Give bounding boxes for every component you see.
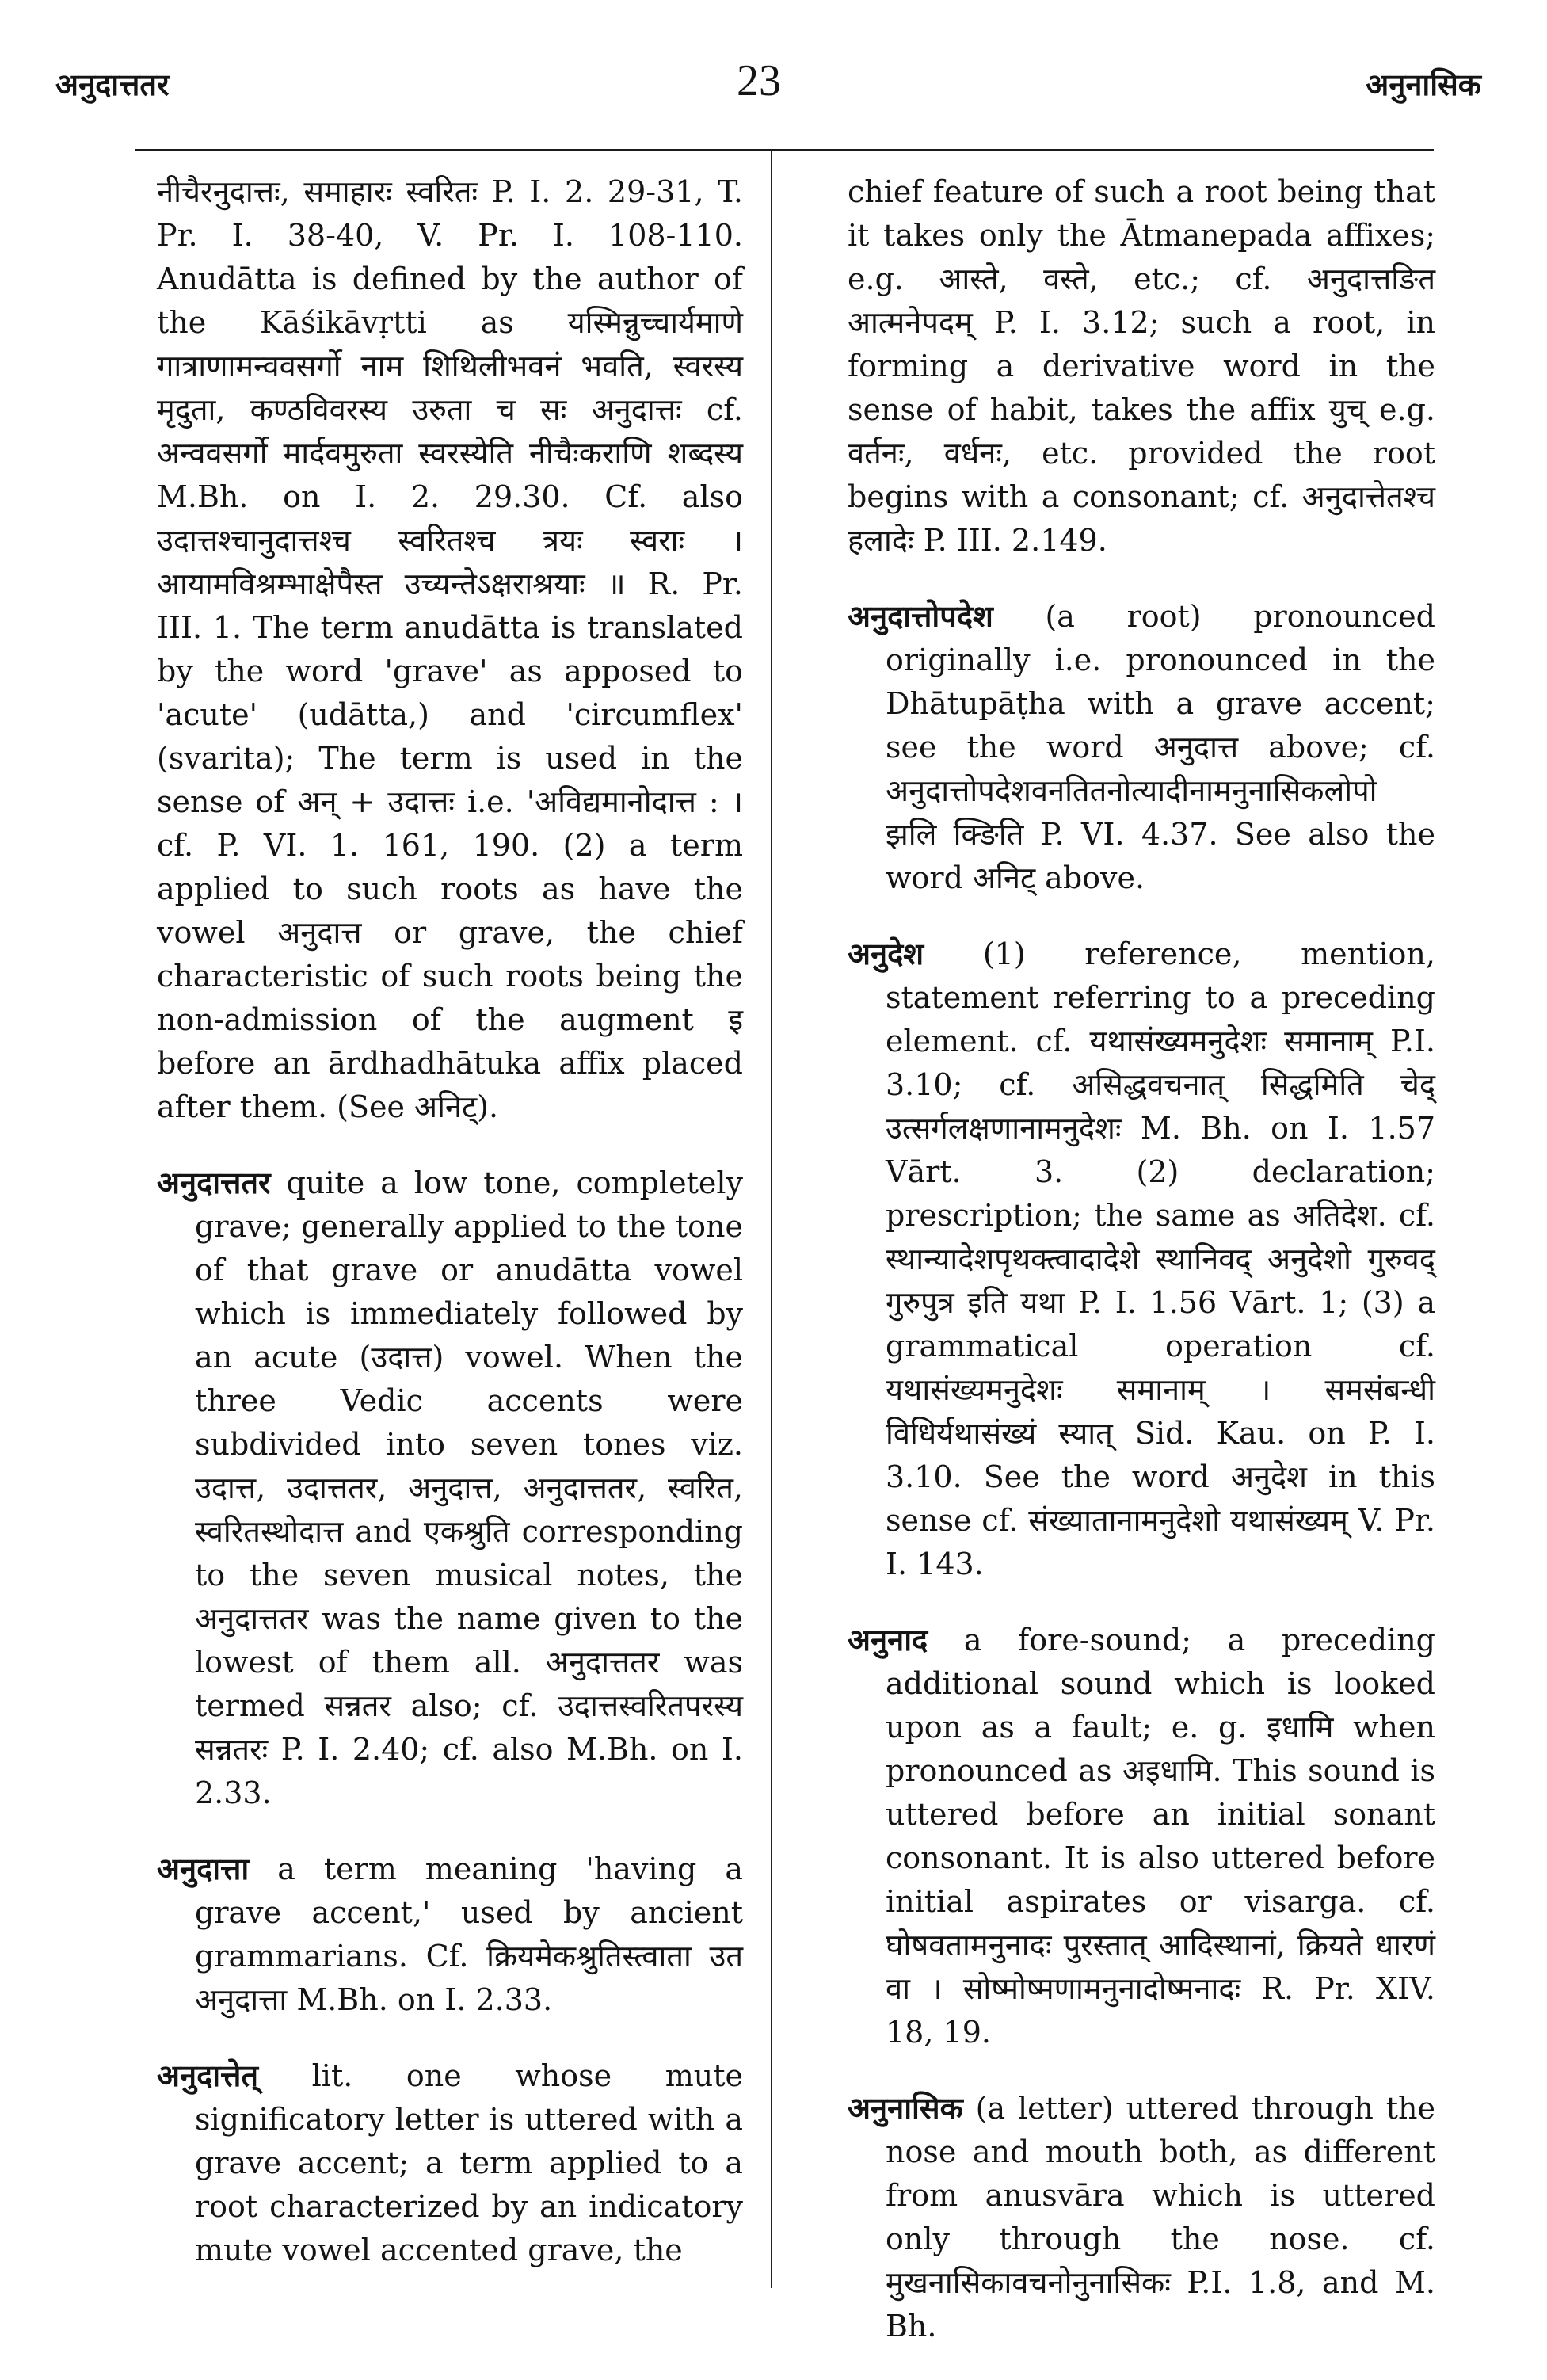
header-rule (135, 149, 1434, 151)
entry-headword: अनुदात्ततर (157, 1165, 271, 1200)
entry-text: (1) reference, mention, statement referring to a preceding element. cf. यथासंख्यमनुदेशः समानाम् P.I. 3.10; cf. असिद्धवचनात् सिद्धमिति चेद् उत्सर्गलक्षणानामनुदेशः M. Bh. on I. 1.57 Vārt. 3. (2) declaration; prescription; the same as अतिदेश. cf. स्थान्यादेशपृथक्त्वादादेशे स्थानिवद् अनुदेशो गुरुवद् गुरुपुत्र इति यथा P. I. 1.56 Vārt. 1; (3) a grammatical operation cf. यथासंख्यमनुदेशः समानाम् । समसंबन्धी विधिर्यथासंख्यं स्यात् Sid. Kau. on P. I. 3.10. See the word अनुदेश in this sense cf. संख्यातानामनुदेशो यथासंख्यम् V. Pr. I. 143. (886, 936, 1435, 1581)
entry-text: a term meaning 'having a grave accent,' used by ancient grammarians. Cf. क्रियमेकश्रुतिस्त्वाता उत अनुदात्ता M.Bh. on I. 2.33. (195, 1852, 743, 2017)
entry-text: lit. one whose mute significatory letter is uttered with a grave accent; a term applied to a root characterized by an indicatory mute vowel accented grave, the (195, 2058, 743, 2267)
dictionary-entry (157, 170, 743, 1129)
entry-text: a fore-sound; a preceding additional sound which is looked upon as a fault; e. g. इधामि when pronounced as अइधामि. This sound is uttered before an initial sonant consonant. It is also uttered before initial aspirates or visarga. cf. घोषवतामनुनादः पुरस्तात् आदिस्थानां, क्रियते धारणं वा । सोष्मोष्मणामनुनादोष्मनादः R. Pr. XIV. 18, 19. (886, 1623, 1435, 2050)
entry-text: नीचैरनुदात्तः, समाहारः स्वरितः P. I. 2. 29-31, T. Pr. I. 38-40, V. Pr. I. 108-110. Anudātta is defined by the author of the Kāśikāvṛtti as यस्मिन्नुच्चार्यमाणे गात्राणामन्ववसर्गो नाम शिथिलीभवनं भवति, स्वरस्य मृदुता, कण्ठविवरस्य उरुता च सः अनुदात्तः cf. अन्ववसर्गो मार्दवमुरुता स्वरस्येति नीचैःकराणि शब्दस्य M.Bh. on I. 2. 29.30. Cf. also उदात्तश्चानुदात्तश्च स्वरितश्च त्रयः स्वराः । आयामविश्रम्भाक्षेपैस्त उच्यन्तेऽक्षराश्रयाः ॥ R. Pr. III. 1. The term anudātta is translated by the word 'grave' as apposed to 'acute' (udātta,) and 'circumflex' (svarita); The term is used in the sense of अन् + उदात्तः i.e. 'अविद्यमानोदात्त : । cf. P. VI. 1. 161, 190. (2) a term applied to such roots as have the vowel अनुदात्त or grave, the chief characteristic of such roots being the non-admission of the augment इ before an ārdhadhātuka affix placed after them. (See अनिट्). (157, 174, 743, 1124)
entry-text: quite a low tone, completely grave; generally applied to the tone of that grave or anudātta vowel which is immediately followed by an acute (उदात्त) vowel. When the three Vedic accents were subdivided into seven tones viz. उदात्त, उदात्ततर, अनुदात्त, अनुदात्ततर, स्वरित, स्वरितस्थोदात्त and एकश्रुति corresponding to the seven musical notes, the अनुदात्ततर was the name given to the lowest of them all. अनुदात्ततर was termed सन्नतर also; cf. उदात्तस्वरितपरस्य सन्नतरः P. I. 2.40; cf. also M.Bh. on I. 2.33. (195, 1165, 743, 1810)
dictionary-entry (157, 1161, 743, 1815)
entry-text: chief feature of such a root being that it takes only the Ātmanepada affixes; e.g. आस्ते, वस्ते, etc.; cf. अनुदात्तङित आत्मनेपदम् P. I. 3.12; such a root, in forming a derivative word in the sense of habit, takes the affix युच् e.g. वर्तनः, वर्धनः, etc. provided the root begins with a consonant; cf. अनुदात्तेतश्च हलादेः P. III. 2.149. (848, 174, 1435, 558)
dictionary-entry (848, 594, 1435, 900)
right-column (848, 170, 1435, 2380)
entry-headword: अनुनासिक (848, 2090, 963, 2126)
page-header (55, 32, 1481, 111)
left-column (157, 170, 743, 2304)
running-head-left: अनुदात्ततर (55, 67, 170, 102)
entry-text: (a letter) uttered through the nose and mouth both, as different from anusvāra which is uttered only through the nose. cf. मुखनासिकावचनोनुनासिकः P.I. 1.8, and M. Bh. (886, 2091, 1435, 2344)
dictionary-entry (848, 932, 1435, 1586)
dictionary-entry (157, 1847, 743, 2022)
running-head-right: अनुनासिक (1366, 67, 1481, 102)
entry-headword: अनुदात्तोपदेश (848, 598, 993, 634)
entry-headword: अनुदात्ता (157, 1851, 250, 1886)
column-divider (771, 149, 772, 2288)
dictionary-entry (848, 2086, 1435, 2348)
page-number: 23 (737, 56, 781, 105)
dictionary-entry (848, 1618, 1435, 2054)
entry-headword: अनुदेश (848, 936, 924, 971)
entry-headword: अनुदात्तेत् (157, 2058, 259, 2093)
dictionary-entry (848, 170, 1435, 563)
entry-text: (a root) pronounced originally i.e. pronounced in the Dhātupāṭha with a grave accent; see the word अनुदात्त above; cf. अनुदात्तोपदेशवनतितनोत्यादीनामनुनासिकलोपो झलि क्ङिति P. VI. 4.37. See also the word अनिट् above. (886, 599, 1435, 895)
entry-headword: अनुनाद (848, 1622, 928, 1657)
dictionary-entry (157, 2054, 743, 2272)
